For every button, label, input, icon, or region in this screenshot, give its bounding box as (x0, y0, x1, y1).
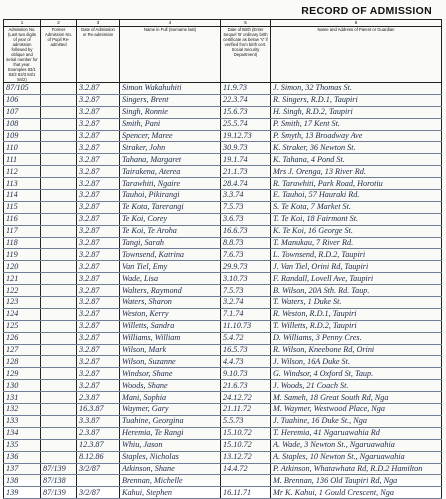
parent-address-cell: G. Windsor, 4 Oxford St, Taup. (271, 368, 442, 380)
former-admission-cell (41, 273, 77, 285)
date-of-birth-cell: 16.6.73 (221, 225, 271, 237)
table-row (4, 427, 442, 439)
date-of-birth-cell: 15.6.73 (221, 106, 271, 118)
admission-date-cell: 12.3.87 (77, 439, 120, 451)
pupil-name-cell: Waymer, Gary (120, 404, 221, 416)
date-of-birth-cell: 30.9.73 (221, 142, 271, 154)
header-parent-or-guardian: Name and Address of Parent or Guardian (271, 27, 442, 83)
table-row (4, 344, 442, 356)
pupil-name-cell: Townsend, Katrina (120, 249, 221, 261)
former-admission-cell (41, 320, 77, 332)
parent-address-cell: A. Staples, 10 Newton St., Ngaruawahia (271, 451, 442, 463)
former-admission-cell (41, 190, 77, 202)
admission-number-cell: 125 (4, 320, 41, 332)
pupil-name-cell: Woods, Shane (120, 380, 221, 392)
former-admission-cell (41, 94, 77, 106)
parent-address-cell: K. Te Koi, 16 George St. (271, 225, 442, 237)
column-number: 5 (221, 20, 271, 27)
table-row (4, 451, 442, 463)
admission-date-cell: 3.3.87 (77, 415, 120, 427)
table-row (4, 118, 442, 130)
parent-address-cell: Mr K. Kahui, 1 Gould Crescent, Nga (271, 487, 442, 499)
former-admission-cell (41, 142, 77, 154)
pupil-name-cell: Tarawhiti, Ngaire (120, 178, 221, 190)
column-number: 2 (41, 20, 77, 27)
former-admission-cell: 87/139 (41, 487, 77, 499)
admission-number-cell: 108 (4, 118, 41, 130)
admission-number-cell: 120 (4, 261, 41, 273)
admission-date-cell: 3.2.87 (77, 356, 120, 368)
admission-date-cell: 3.2.87 (77, 154, 120, 166)
admission-date-cell: 3.2.87 (77, 249, 120, 261)
admission-date-cell: 3/2/87 (77, 487, 120, 499)
column-number: 3 (77, 20, 120, 27)
admission-date-cell: 3.2.87 (77, 166, 120, 178)
table-row (4, 249, 442, 261)
former-admission-cell (41, 178, 77, 190)
page-title: RECORD OF ADMISSION (301, 5, 432, 17)
pupil-name-cell: Whiu, Jason (120, 439, 221, 451)
table-row (4, 142, 442, 154)
table-row (4, 261, 442, 273)
admission-number-cell: 119 (4, 249, 41, 261)
header-former-admission-no: Former Admission No. of Pupil Re-admitted (41, 27, 77, 83)
date-of-birth-cell: 28.4.74 (221, 178, 271, 190)
table-row (4, 332, 442, 344)
admission-date-cell: 3.2.87 (77, 213, 120, 225)
parent-address-cell: Mrs J. Orenga, 13 River Rd. (271, 166, 442, 178)
pupil-name-cell: Walters, Raymond (120, 285, 221, 297)
former-admission-cell (41, 261, 77, 273)
admission-number-cell: 127 (4, 344, 41, 356)
admission-number-cell: 134 (4, 427, 41, 439)
parent-address-cell: J. Tuahine, 16 Duke St., Nga (271, 415, 442, 427)
former-admission-cell (41, 356, 77, 368)
admission-number-cell: 131 (4, 392, 41, 404)
column-number: 1 (4, 20, 41, 27)
pupil-name-cell: Kahui, Stephen (120, 487, 221, 499)
admission-date-cell: 3.2.87 (77, 368, 120, 380)
header-name-in-full: Name in Full (Surname last) (120, 27, 221, 83)
date-of-birth-cell: 3.6.73 (221, 213, 271, 225)
parent-address-cell: R. Weston, R.D.1, Taupiri (271, 308, 442, 320)
former-admission-cell: 87/138 (41, 475, 77, 487)
date-of-birth-cell: 16.5.73 (221, 344, 271, 356)
former-admission-cell (41, 285, 77, 297)
pupil-name-cell: Te Kota, Tarerangi (120, 201, 221, 213)
admission-number-cell: 138 (4, 475, 41, 487)
parent-address-cell: D. Williams, 3 Penny Cres. (271, 332, 442, 344)
parent-address-cell: S. Te Kota, 7 Market St. (271, 201, 442, 213)
parent-address-cell: E. Tauhoi, 57 Hauraki Rd. (271, 190, 442, 202)
date-of-birth-cell: 15.10.72 (221, 439, 271, 451)
pupil-name-cell: Tauhoi, Pikirangi (120, 190, 221, 202)
date-of-birth-cell: 25.5.74 (221, 118, 271, 130)
pupil-name-cell: Williams, William (120, 332, 221, 344)
pupil-name-cell: Van Tiel, Emy (120, 261, 221, 273)
former-admission-cell (41, 380, 77, 392)
parent-address-cell: R. Tarawhiti, Park Road, Horotiu (271, 178, 442, 190)
date-of-birth-cell: 19.12.73 (221, 130, 271, 142)
admission-number-cell: 116 (4, 213, 41, 225)
former-admission-cell (41, 415, 77, 427)
admission-date-cell: 3.2.87 (77, 273, 120, 285)
date-of-birth-cell: 14.4.72 (221, 463, 271, 475)
former-admission-cell (41, 368, 77, 380)
former-admission-cell (41, 225, 77, 237)
former-admission-cell (41, 201, 77, 213)
admission-date-cell: 3.2.87 (77, 297, 120, 309)
admission-date-cell: 2.3.87 (77, 427, 120, 439)
admission-number-cell: 123 (4, 297, 41, 309)
pupil-name-cell: Brennan, Michelle (120, 475, 221, 487)
table-row (4, 166, 442, 178)
former-admission-cell (41, 154, 77, 166)
admission-number-cell: 139 (4, 487, 41, 499)
parent-address-cell: K. Tahana, 4 Pond St. (271, 154, 442, 166)
pupil-name-cell: Waters, Sharon (120, 297, 221, 309)
admission-date-cell: 3.2.87 (77, 332, 120, 344)
parent-address-cell: F. Randall, Lovell Ave, Taupiri (271, 273, 442, 285)
admission-date-cell: 3.2.87 (77, 190, 120, 202)
table-row (4, 106, 442, 118)
admission-number-cell: 133 (4, 415, 41, 427)
table-row (4, 130, 442, 142)
date-of-birth-cell: 11.9.73 (221, 83, 271, 95)
date-of-birth-cell: 9.10.73 (221, 368, 271, 380)
table-row (4, 83, 442, 95)
table-row (4, 404, 442, 416)
pupil-name-cell: Atkinson, Shane (120, 463, 221, 475)
admission-date-cell: 16.3.87 (77, 404, 120, 416)
parent-address-cell: R. Wilson, Kneebone Rd, Orini (271, 344, 442, 356)
admission-date-cell: 3.2.87 (77, 380, 120, 392)
pupil-name-cell: Wade, Lisa (120, 273, 221, 285)
admission-date-cell: 3.2.87 (77, 225, 120, 237)
admission-number-cell: 87/105 (4, 83, 41, 95)
pupil-name-cell: Wilson, Suzanne (120, 356, 221, 368)
date-of-birth-cell: 21.1.73 (221, 166, 271, 178)
admission-number-cell: 107 (4, 106, 41, 118)
parent-address-cell: T. Te Koi, 18 Fairmont St. (271, 213, 442, 225)
former-admission-cell (41, 427, 77, 439)
former-admission-cell (41, 297, 77, 309)
header-date-of-birth: Date of Birth (Enter Sequel 'B' ordinary birth certificate as below 'V' if verified from birth cert. Social Security Department) (221, 27, 271, 83)
date-of-birth-cell: 29.9.73 (221, 261, 271, 273)
former-admission-cell (41, 130, 77, 142)
pupil-name-cell: Spencer, Maree (120, 130, 221, 142)
pupil-name-cell: Straker, John (120, 142, 221, 154)
admission-number-cell: 129 (4, 368, 41, 380)
parent-address-cell: J. Woods, 21 Coach St. (271, 380, 442, 392)
admission-date-cell: 3.2.87 (77, 130, 120, 142)
admission-date-cell: 3.2.87 (77, 83, 120, 95)
parent-address-cell: M. Brennan, 136 Old Taupiri Rd, Nga (271, 475, 442, 487)
pupil-name-cell: Simon Wakahuhiti (120, 83, 221, 95)
admission-number-cell: 135 (4, 439, 41, 451)
admission-date-cell: 3.2.87 (77, 261, 120, 273)
former-admission-cell (41, 213, 77, 225)
table-row (4, 297, 442, 309)
pupil-name-cell: Singh, Ronnie (120, 106, 221, 118)
admission-number-cell: 136 (4, 451, 41, 463)
admission-date-cell: 3.2.87 (77, 106, 120, 118)
date-of-birth-cell: 4.4.73 (221, 356, 271, 368)
parent-address-cell: M. Sameh, 18 Great South Rd, Nga (271, 392, 442, 404)
date-of-birth-cell: 7.5.73 (221, 285, 271, 297)
table-row (4, 154, 442, 166)
parent-address-cell: T. Waters, 1 Duke St. (271, 297, 442, 309)
former-admission-cell (41, 308, 77, 320)
parent-address-cell: P. Atkinson, Whatawhata Rd, R.D.2 Hamilton (271, 463, 442, 475)
former-admission-cell (41, 392, 77, 404)
pupil-name-cell: Tangi, Sarah (120, 237, 221, 249)
date-of-birth-cell: 21.11.72 (221, 404, 271, 416)
admission-date-cell: 3.2.87 (77, 237, 120, 249)
column-number-row (4, 20, 442, 27)
admission-register-table (3, 19, 442, 499)
table-row (4, 392, 442, 404)
pupil-name-cell: Heremia, Te Rangi (120, 427, 221, 439)
admission-number-cell: 126 (4, 332, 41, 344)
date-of-birth-cell: 11.10.73 (221, 320, 271, 332)
admission-date-cell: 3.2.87 (77, 285, 120, 297)
header-admission-no: Admission No. (Last two digits of year of admission followed by oblique and serial number for that year. Examples 83/1 83/2 83/3 84/1 84/2) (4, 27, 41, 83)
table-row (4, 415, 442, 427)
admission-number-cell: 106 (4, 94, 41, 106)
admission-number-cell: 124 (4, 308, 41, 320)
admission-date-cell: 3.2.87 (77, 118, 120, 130)
admission-number-cell: 137 (4, 463, 41, 475)
former-admission-cell (41, 439, 77, 451)
pupil-name-cell: Mani, Sophia (120, 392, 221, 404)
date-of-birth-cell: 13.12.72 (221, 451, 271, 463)
former-admission-cell (41, 332, 77, 344)
admission-number-cell: 128 (4, 356, 41, 368)
former-admission-cell (41, 344, 77, 356)
pupil-name-cell: Staples, Nicholas (120, 451, 221, 463)
admission-date-cell: 3/2/87 (77, 463, 120, 475)
former-admission-cell (41, 83, 77, 95)
pupil-name-cell: Smith, Pani (120, 118, 221, 130)
admission-number-cell: 114 (4, 190, 41, 202)
date-of-birth-cell: 7.5.73 (221, 201, 271, 213)
date-of-birth-cell: 21.6.73 (221, 380, 271, 392)
former-admission-cell (41, 404, 77, 416)
table-row (4, 356, 442, 368)
pupil-name-cell: Tairakena, Aterea (120, 166, 221, 178)
admission-date-cell: 8.12.86 (77, 451, 120, 463)
date-of-birth-cell: 16.11.71 (221, 487, 271, 499)
parent-address-cell: J. Wilson, 16A Duke St. (271, 356, 442, 368)
column-number: 4 (120, 20, 221, 27)
table-row (4, 213, 442, 225)
parent-address-cell: H. Singh, R.D.2, Taupiri (271, 106, 442, 118)
parent-address-cell: T. Willetts, R.D.2, Taupiri (271, 320, 442, 332)
column-header-row (4, 27, 442, 83)
admission-date-cell: 3.2.87 (77, 178, 120, 190)
table-row (4, 94, 442, 106)
date-of-birth-cell: 24.12.72 (221, 392, 271, 404)
admission-number-cell: 115 (4, 201, 41, 213)
former-admission-cell (41, 237, 77, 249)
date-of-birth-cell: 5.5.73 (221, 415, 271, 427)
table-row (4, 273, 442, 285)
former-admission-cell (41, 118, 77, 130)
table-row (4, 285, 442, 297)
table-row (4, 320, 442, 332)
table-row (4, 475, 442, 487)
table-row (4, 201, 442, 213)
table-row (4, 178, 442, 190)
pupil-name-cell: Weston, Kerry (120, 308, 221, 320)
former-admission-cell: 87/139 (41, 463, 77, 475)
date-of-birth-cell: 8.8.73 (221, 237, 271, 249)
admission-date-cell: 3.2.87 (77, 320, 120, 332)
table-row (4, 237, 442, 249)
admission-number-cell: 130 (4, 380, 41, 392)
table-row (4, 190, 442, 202)
date-of-birth-cell: 3.3.74 (221, 190, 271, 202)
register-body (4, 83, 442, 499)
date-of-birth-cell (221, 475, 271, 487)
date-of-birth-cell: 5.4.72 (221, 332, 271, 344)
parent-address-cell: J. Van Tiel, Orini Rd, Taupiri (271, 261, 442, 273)
pupil-name-cell: Willetts, Sandra (120, 320, 221, 332)
table-row (4, 368, 442, 380)
date-of-birth-cell: 7.6.73 (221, 249, 271, 261)
admission-number-cell: 110 (4, 142, 41, 154)
header-date-of-admission: Date of Admission or Re-admission (77, 27, 120, 83)
former-admission-cell (41, 106, 77, 118)
date-of-birth-cell: 19.1.74 (221, 154, 271, 166)
admission-number-cell: 121 (4, 273, 41, 285)
parent-address-cell: T. Manukau, 7 River Rd. (271, 237, 442, 249)
parent-address-cell: B. Wilson, 20A Sth. Rd. Taup. (271, 285, 442, 297)
parent-address-cell: T. Heremia, 41 Ngaruawahia Rd (271, 427, 442, 439)
parent-address-cell: M. Waymer, Westwood Place, Nga (271, 404, 442, 416)
parent-address-cell: P. Smyth, 13 Broadway Ave (271, 130, 442, 142)
admission-number-cell: 111 (4, 154, 41, 166)
date-of-birth-cell: 22.3.74 (221, 94, 271, 106)
pupil-name-cell: Tahana, Margaret (120, 154, 221, 166)
table-row (4, 380, 442, 392)
date-of-birth-cell: 7.1.74 (221, 308, 271, 320)
parent-address-cell: A. Wade, 3 Newton St., Ngaruawahia (271, 439, 442, 451)
admission-number-cell: 132 (4, 404, 41, 416)
admission-number-cell: 112 (4, 166, 41, 178)
pupil-name-cell: Te Koi, Corey (120, 213, 221, 225)
pupil-name-cell: Te Koi, Te Aroha (120, 225, 221, 237)
table-row (4, 487, 442, 499)
pupil-name-cell: Windsor, Shane (120, 368, 221, 380)
admission-date-cell: 3.2.87 (77, 308, 120, 320)
admission-number-cell: 113 (4, 178, 41, 190)
admission-date-cell: 2.3.87 (77, 392, 120, 404)
table-row (4, 225, 442, 237)
admission-number-cell: 109 (4, 130, 41, 142)
parent-address-cell: P. Smith, 17 Kent St. (271, 118, 442, 130)
admission-date-cell: 3.2.87 (77, 201, 120, 213)
admission-date-cell: 3.2.87 (77, 142, 120, 154)
column-number: 6 (271, 20, 442, 27)
pupil-name-cell: Wilson, Mark (120, 344, 221, 356)
former-admission-cell (41, 451, 77, 463)
pupil-name-cell: Tuahine, Georgina (120, 415, 221, 427)
admission-number-cell: 122 (4, 285, 41, 297)
admission-date-cell (77, 475, 120, 487)
table-row (4, 308, 442, 320)
parent-address-cell: K. Straker, 36 Newton St. (271, 142, 442, 154)
table-row (4, 463, 442, 475)
parent-address-cell: R. Singers, R.D.1, Taupiri (271, 94, 442, 106)
pupil-name-cell: Singers, Brent (120, 94, 221, 106)
admission-date-cell: 3.2.87 (77, 94, 120, 106)
former-admission-cell (41, 249, 77, 261)
parent-address-cell: J. Simon, 32 Thomas St. (271, 83, 442, 95)
former-admission-cell (41, 166, 77, 178)
admission-date-cell: 3.2.87 (77, 344, 120, 356)
parent-address-cell: L. Townsend, R.D.2, Taupiri (271, 249, 442, 261)
admission-number-cell: 117 (4, 225, 41, 237)
table-row (4, 439, 442, 451)
date-of-birth-cell: 15.10.72 (221, 427, 271, 439)
date-of-birth-cell: 3.2.74 (221, 297, 271, 309)
admission-number-cell: 118 (4, 237, 41, 249)
date-of-birth-cell: 3.10.73 (221, 273, 271, 285)
